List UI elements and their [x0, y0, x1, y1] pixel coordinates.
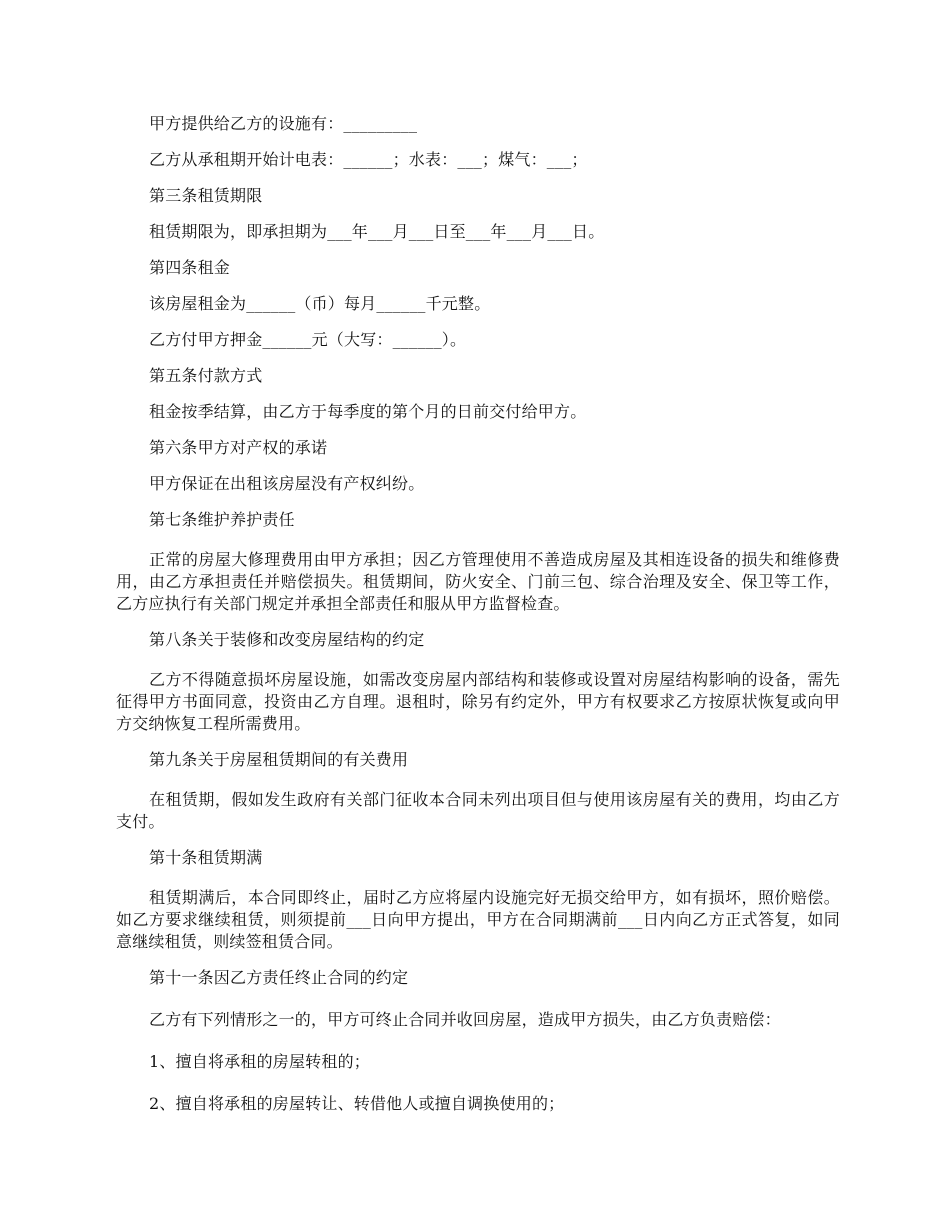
lease-expiry-text: 租赁期满后，本合同即终止，届时乙方应将屋内设施完好无损交给甲方，如有损坏，照价赔偿。如乙方要求继续租赁，则须提前___日向甲方提出，甲方在合同期满前___日内向乙方正式答复，如同意继续租赁，则续签租赁合同。: [116, 888, 840, 951]
article-5-heading: 第五条付款方式: [149, 366, 263, 385]
lease-term-text: 租赁期限为，即承担期为___年___月___日至___年___月___日。: [149, 222, 605, 241]
article-7-heading: 第七条维护养护责任: [149, 510, 295, 529]
property-rights-text: 甲方保证在出租该房屋没有产权纠纷。: [149, 474, 425, 493]
deposit-text: 乙方付甲方押金______元（大写：______）。: [149, 330, 467, 349]
article-9-heading: 第九条关于房屋租赁期间的有关费用: [149, 750, 409, 769]
maintenance-text: 正常的房屋大修理费用由甲方承担；因乙方管理使用不善造成房屋及其相连设备的损失和维修费用，由乙方承担责任并赔偿损失。租赁期间，防火安全、门前三包、综合治理及安全、保卫等工作，乙方应执行有关部门规定并承担全部责任和服从甲方监督检查。: [116, 550, 840, 613]
article-10-heading: 第十条租赁期满: [149, 848, 263, 867]
article-11-heading: 第十一条因乙方责任终止合同的约定: [149, 968, 409, 987]
meter-clause: 乙方从承租期开始计电表：______；水表：___；煤气：___；: [149, 150, 588, 169]
termination-item-2: 2、擅自将承租的房屋转让、转借他人或擅自调换使用的；: [149, 1094, 565, 1113]
termination-text: 乙方有下列情形之一的，甲方可终止合同并收回房屋，造成甲方损失，由乙方负责赔偿：: [149, 1010, 781, 1029]
article-3-heading: 第三条租赁期限: [149, 186, 263, 205]
article-6-heading: 第六条甲方对产权的承诺: [149, 438, 328, 457]
facilities-clause: 甲方提供给乙方的设施有：_________: [149, 114, 418, 133]
article-8-heading: 第八条关于装修和改变房屋结构的约定: [149, 630, 425, 649]
rent-text: 该房屋租金为______（币）每月______千元整。: [149, 294, 491, 313]
article-4-heading: 第四条租金: [149, 258, 231, 277]
payment-text: 租金按季结算，由乙方于每季度的第个月的日前交付给甲方。: [149, 402, 587, 421]
termination-item-1: 1、擅自将承租的房屋转租的；: [149, 1052, 370, 1071]
fees-text: 在租赁期，假如发生政府有关部门征收本合同未列出项目但与使用该房屋有关的费用，均由乙方支付。: [116, 790, 840, 831]
renovation-text: 乙方不得随意损坏房屋设施，如需改变房屋内部结构和装修或设置对房屋结构影响的设备，需先征得甲方书面同意，投资由乙方自理。退租时，除另有约定外，甲方有权要求乙方按原状恢复或向甲方交纳恢复工程所需费用。: [116, 670, 840, 733]
